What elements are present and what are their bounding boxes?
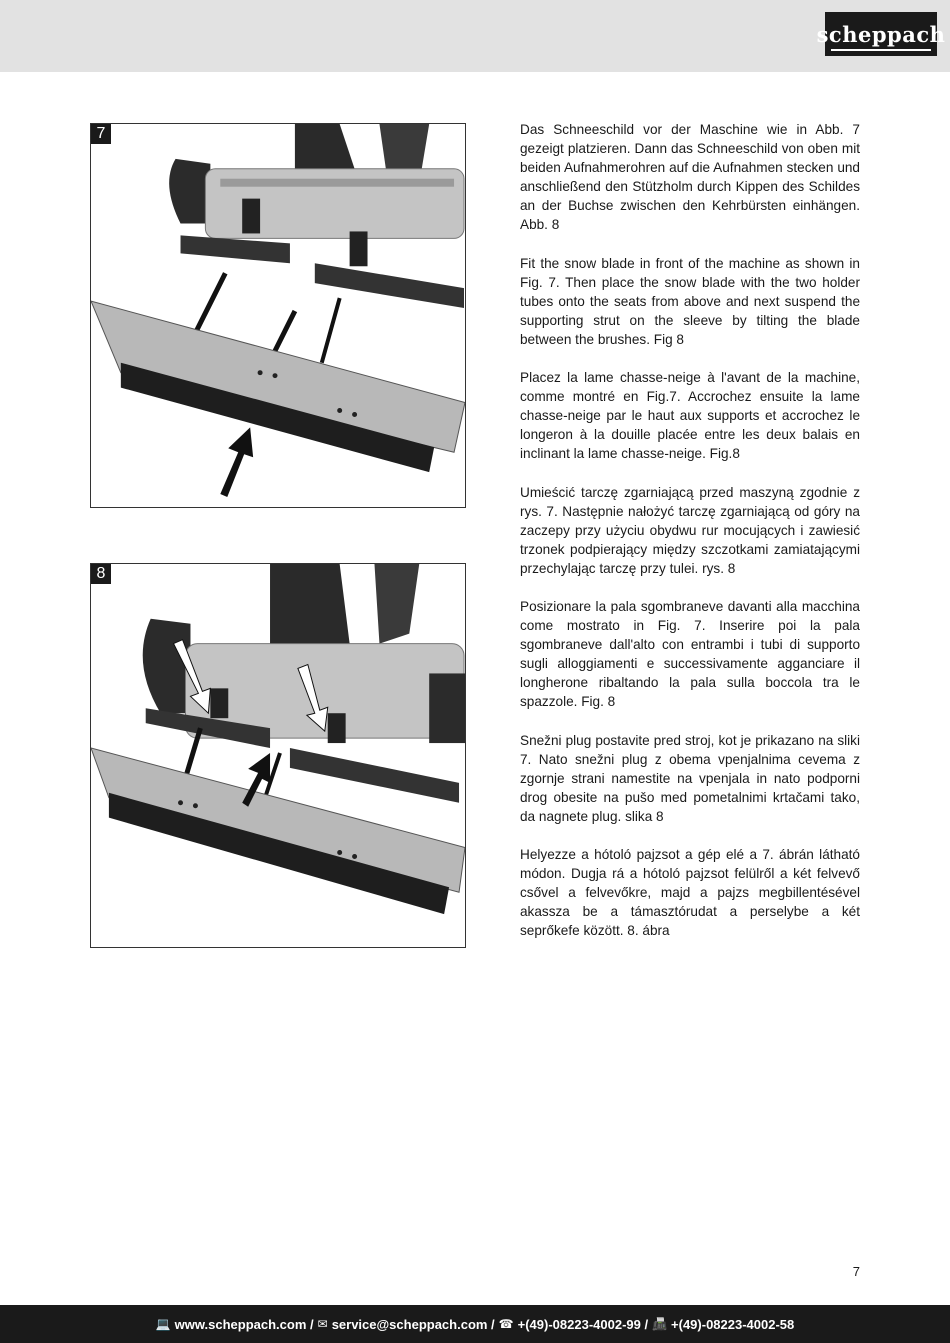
paragraph-polish: Umieścić tarczę zgarniającą przed maszyną zgodnie z rys. 7. Następnie nałożyć tarczę zgarniającą od góry na zaczepy przy użyciu obydwu rur mocujących i zawiesić trzonek podpierający między szczotkami zamiatającymi przechylając tarczę przy tulei. rys. 8: [520, 484, 860, 576]
fax-icon: 📠: [652, 1317, 668, 1331]
computer-icon: 💻: [155, 1317, 171, 1331]
figure-8: [90, 563, 466, 948]
snow-blade-illustration-8: [91, 564, 465, 947]
footer-website-link[interactable]: www.scheppach.com /: [174, 1316, 314, 1332]
footer-email-link[interactable]: service@scheppach.com /: [331, 1316, 495, 1332]
figure-7: [90, 123, 466, 508]
footer-phone: +(49)-08223-4002-99 /: [517, 1316, 649, 1332]
figure-number: 8: [91, 564, 111, 584]
paragraph-english: Fit the snow blade in front of the machine as shown in Fig. 7. Then place the snow blade with the two holder tubes onto the seats from above and next suspend the supporting strut on the sleeve by tilting the blade between the brushes. Fig 8: [520, 255, 860, 347]
paragraph-slovenian: Snežni plug postavite pred stroj, kot je prikazano na sliki 7. Nato snežni plug z obema vpenjalnima cevema z zgornje strani namestite na vpenjala in nato podporni drog obesite na pušo med pometalnimi krtačami tako, da nagnete plug. slika 8: [520, 732, 860, 824]
footer-fax: +(49)-08223-4002-58: [671, 1316, 795, 1332]
page-number: 7: [852, 1264, 860, 1279]
instructions-text: [520, 120, 860, 959]
paragraph-hungarian: Helyezze a hótoló pajzsot a gép elé a 7. ábrán látható módon. Dugja rá a hótoló pajzsot felülről a két felvevő csővel a felvevőkre, majd a pajzs megbillentésével akassza be a támasztórudat a perselybe a két seprőkefe között. 8. ábra: [520, 847, 860, 939]
phone-icon: ☎: [498, 1317, 514, 1331]
footer-bar: [0, 1305, 950, 1343]
paragraph-german: Das Schneeschild vor der Maschine wie in Abb. 7 gezeigt platzieren. Dann das Schneeschild von oben mit beiden Aufnahmerohren auf die Aufnahmen stecken und anschließend den Stützholm durch Kippen des Schildes an der Buchse zwischen den Kehrbürsten einhängen. Abb. 8: [520, 122, 860, 233]
paragraph-french: Placez la lame chasse-neige à l'avant de la machine, comme montré en Fig.7. Accrochez ensuite la lame chasse-neige par le haut aux supports et accrochez le longeron à la douille placée entre les deux balais en inclinant la lame chasse-neige. Fig.8: [520, 370, 860, 462]
snow-blade-illustration-7: [91, 124, 465, 507]
figure-number: 7: [91, 124, 111, 144]
paragraph-italian: Posizionare la pala sgombraneve davanti alla macchina come mostrato in Fig. 7. Inserire poi la pala sgombraneve dall'alto con entrambi i tubi di supporto sugli alloggiamenti e successivamente agganciare il longherone ribaltando la pala sulla boccola tra le spazzole. Fig. 8: [520, 598, 860, 710]
header-band: [0, 0, 950, 72]
brand-logo: scheppach: [825, 12, 937, 56]
mail-icon: ✉: [317, 1317, 328, 1331]
